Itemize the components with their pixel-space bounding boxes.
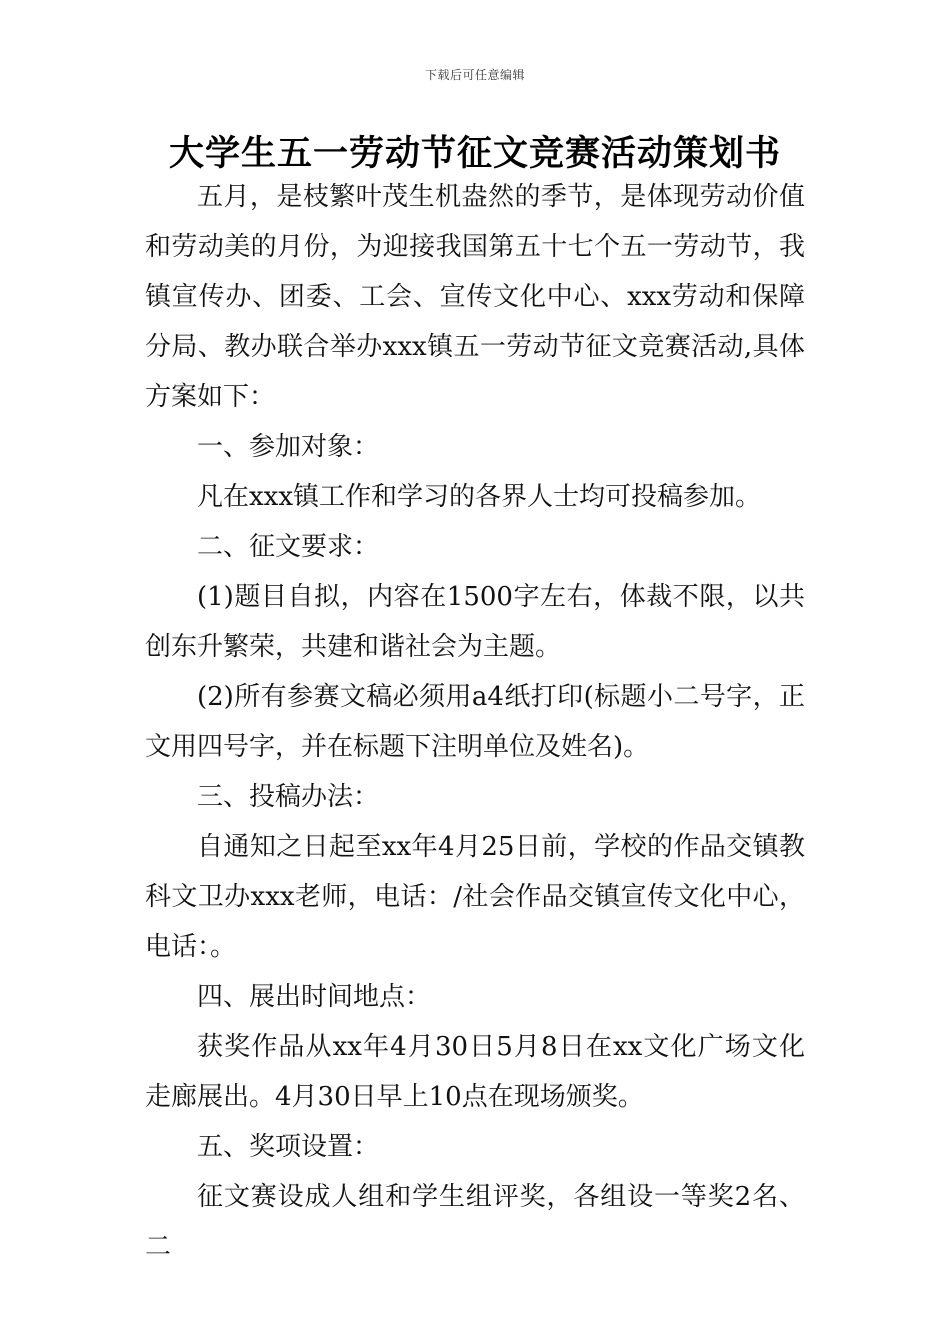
section-heading-participants: 一、参加对象： bbox=[197, 432, 380, 462]
paragraph-submission: 自通知之日起至xx年4月25日前，学校的作品交镇教科文卫办xxx老师，电话：/社会作品交镇宣传文化中心，电话：。 bbox=[145, 832, 805, 962]
paragraph-participants: 凡在xxx镇工作和学习的各界人士均可投稿参加。 bbox=[197, 482, 761, 512]
paragraph-requirement-1: (1)题目自拟，内容在1500字左右，体裁不限，以共创东升繁荣，共建和谐社会为主题。 bbox=[145, 582, 805, 662]
section-heading-awards: 五、奖项设置： bbox=[197, 1132, 380, 1162]
section-heading-requirements: 二、征文要求： bbox=[197, 532, 380, 562]
paragraph-intro: 五月，是枝繁叶茂生机盎然的季节，是体现劳动价值和劳动美的月份，为迎接我国第五十七个五一劳动节，我镇宣传办、团委、工会、宣传文化中心、xxx劳动和保障分局、教办联合举办xxx镇五一劳动节征文竞赛活动,具体方案如下： bbox=[145, 182, 805, 412]
header-note: 下载后可任意编辑 bbox=[424, 68, 525, 82]
document-title: 大学生五一劳动节征文竞赛活动策划书 bbox=[168, 134, 781, 174]
paragraph-awards: 征文赛设成人组和学生组评奖，各组设一等奖2名、二 bbox=[145, 1182, 805, 1262]
document-body bbox=[145, 172, 805, 1272]
paragraph-exhibition: 获奖作品从xx年4月30日5月8日在xx文化广场文化走廊展出。4月30日早上10点在现场颁奖。 bbox=[145, 1032, 805, 1112]
section-heading-exhibition: 四、展出时间地点： bbox=[197, 982, 432, 1012]
section-heading-submission: 三、投稿办法： bbox=[197, 782, 380, 812]
paragraph-requirement-2: (2)所有参赛文稿必须用a4纸打印(标题小二号字，正文用四号字，并在标题下注明单位及姓名)。 bbox=[145, 682, 805, 762]
